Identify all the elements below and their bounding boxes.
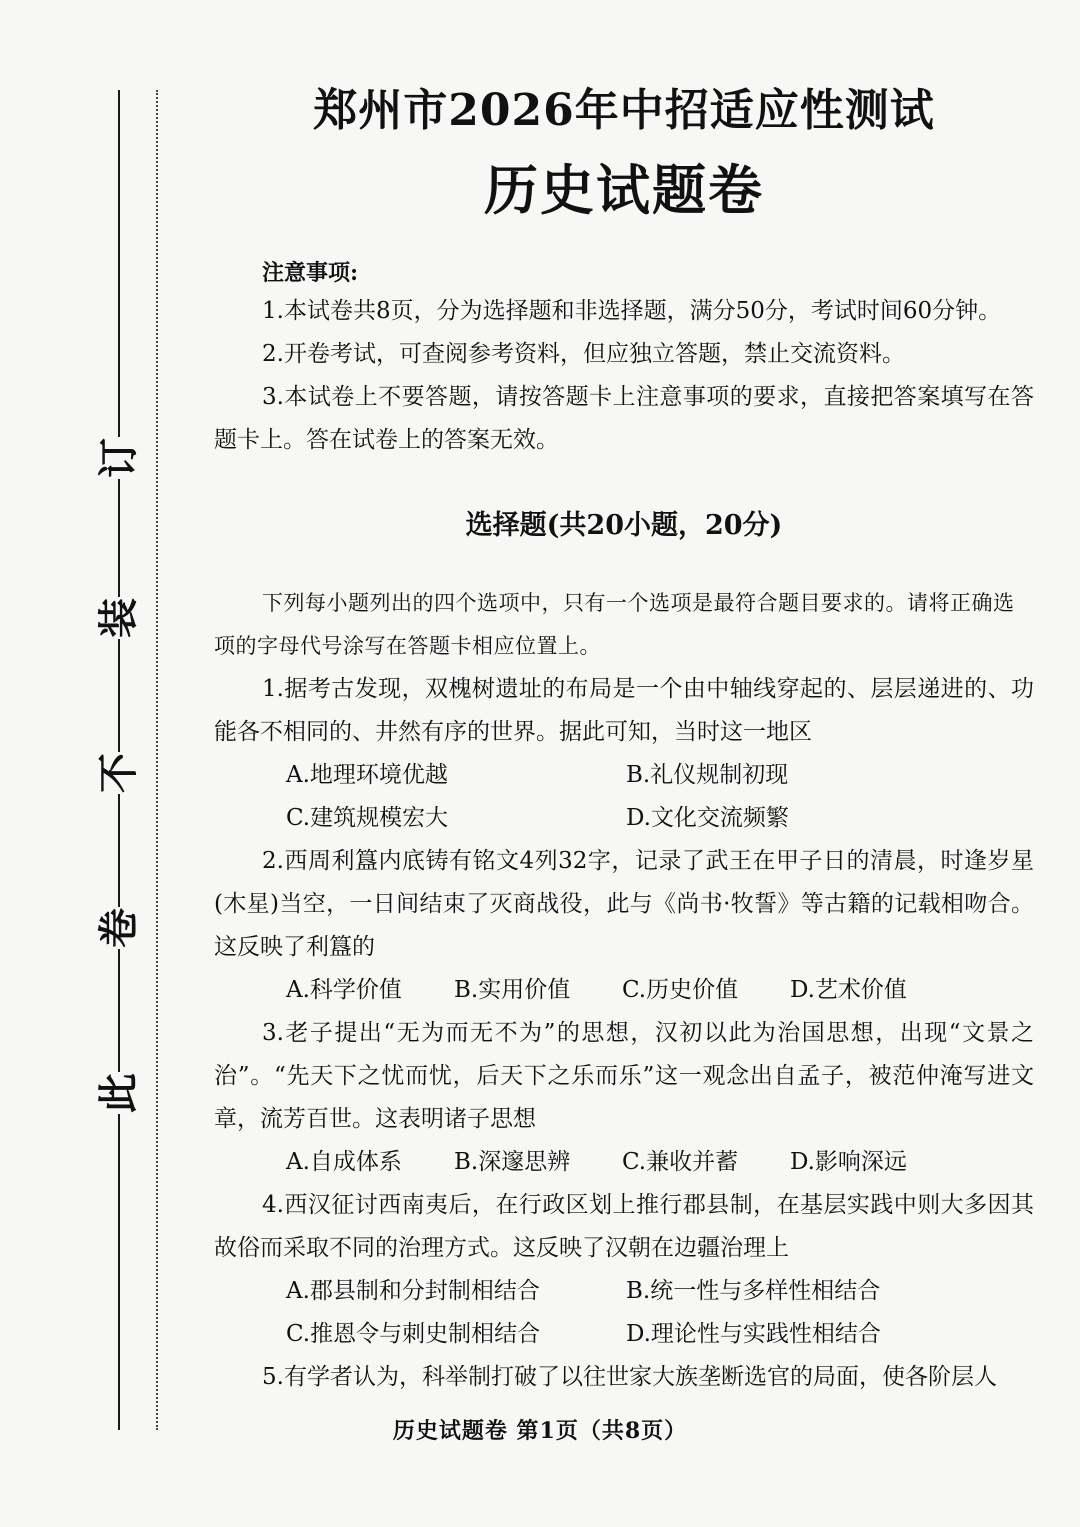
question-stem: 4.西汉征讨西南夷后，在行政区划上推行郡县制，在基层实践中则大多因其故俗而采取不同的治理方式。这反映了汉朝在边疆治理上 [214,1192,1034,1261]
notice-heading: 注意事项: [262,260,359,286]
notice-item: 1.本试卷共8页，分为选择题和非选择题，满分50分，考试时间60分钟。 [262,298,1002,324]
question-options [214,969,1034,1012]
page-footer: 历史试题卷 第1页（共8页） [392,1418,688,1444]
binding-line-dotted [156,90,158,1430]
option: D.影响深远 [790,1149,907,1175]
binding-char: 装 [95,598,142,638]
option: A.地理环境优越 [286,762,448,788]
notice-item: 2.开卷考试，可查阅参考资料，但应独立答题，禁止交流资料。 [262,341,905,367]
binding-char: 卷 [95,908,142,948]
option: A.郡县制和分封制相结合 [286,1278,540,1304]
question-options [214,1141,1034,1184]
question-stem: 5.有学者认为，科举制打破了以往世家大族垄断选官的局面，使各阶层人 [262,1364,997,1390]
notice-item: 3.本试卷上不要答题，请按答题卡上注意事项的要求，直接把答案填写在答题卡上。答在试卷上的答案无效。 [214,384,1034,453]
question-options [214,1270,1034,1356]
option: A.自成体系 [286,1149,402,1175]
question-stem: 1.据考古发现，双槐树遗址的布局是一个由中轴线穿起的、层层递进的、功能各不相同的、井然有序的世界。据此可知，当时这一地区 [214,676,1034,745]
binding-char: 不 [95,753,142,793]
option: B.礼仪规制初现 [626,762,789,788]
section-instruction: 下列每小题列出的四个选项中，只有一个选项是最符合题目要求的。请将正确选项的字母代号涂写在答题卡相应位置上。 [214,591,1015,658]
option: D.艺术价值 [790,977,907,1003]
option: C.兼收并蓄 [622,1149,739,1175]
option: C.推恩令与刺史制相结合 [286,1321,541,1347]
option: C.建筑规模宏大 [286,805,449,831]
question-stem: 2.西周利簋内底铸有铭文4列32字，记录了武王在甲子日的清晨，时逢岁星(木星)当空，一日间结束了灭商战役，此与《尚书·牧誓》等古籍的记载相吻合。这反映了利簋的 [214,848,1034,960]
question-stem: 3.老子提出“无为而无不为”的思想，汉初以此为治国思想，出现“文景之治”。“先天下之忧而忧，后天下之乐而乐”这一观念出自孟子，被范仲淹写进文章，流芳百世。这表明诸子思想 [214,1020,1034,1132]
exam-title: 郑州市2026年中招适应性测试 [313,85,935,136]
section-title: 选择题(共20小题，20分) [465,510,783,541]
option: C.历史价值 [622,977,739,1003]
binding-margin [70,90,180,1430]
option: D.理论性与实践性相结合 [626,1321,881,1347]
binding-char: 订 [95,438,142,478]
option: A.科学价值 [286,977,402,1003]
option: B.深邃思辨 [454,1149,571,1175]
exam-subject-title: 历史试题卷 [484,158,764,222]
exam-paper [214,80,1034,1399]
option: B.统一性与多样性相结合 [626,1278,881,1304]
question-options [214,754,1034,840]
option: B.实用价值 [454,977,571,1003]
option: D.文化交流频繁 [626,805,789,831]
binding-char: 此 [95,1073,142,1113]
